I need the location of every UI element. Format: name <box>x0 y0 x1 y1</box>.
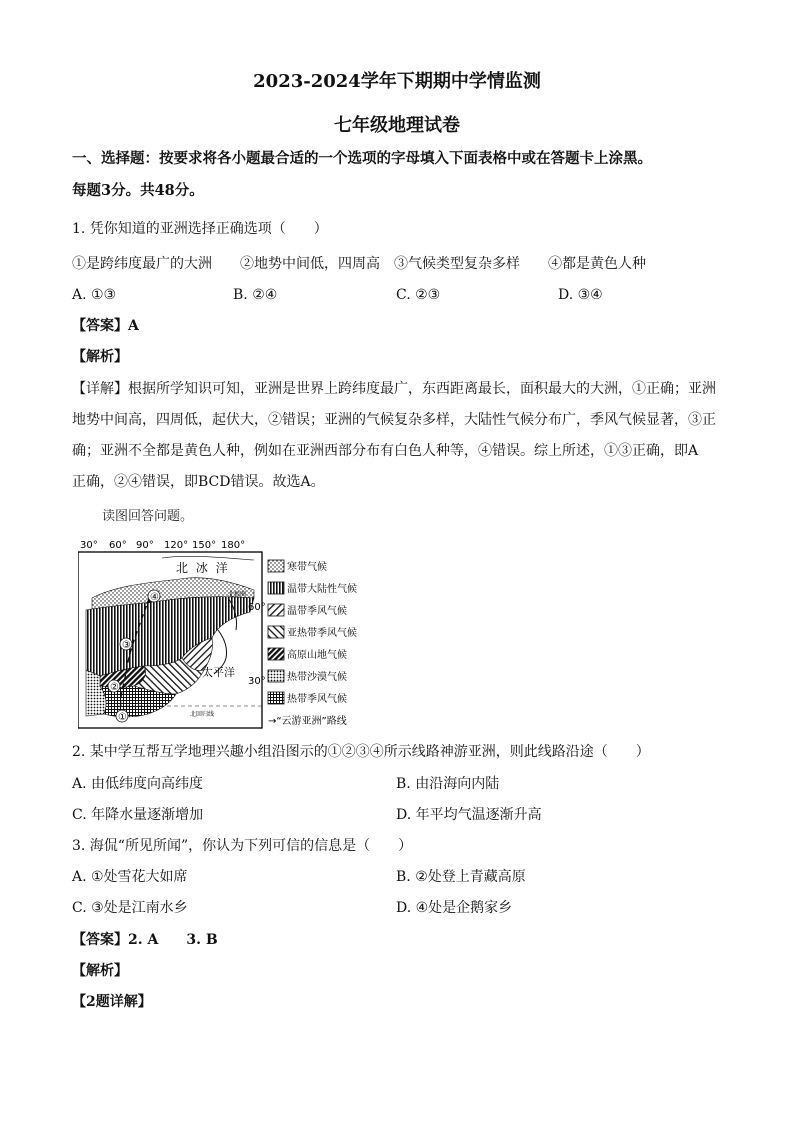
route-point-1 <box>116 710 128 723</box>
q1-answer: 【答案】A <box>72 318 139 334</box>
q2-option-a: A. 由低纬度向高纬度 <box>72 776 204 792</box>
route-point-2 <box>108 680 120 693</box>
read-map-instruction: 读图回答问题。 <box>102 509 194 524</box>
pacific-ocean-label: 太平洋 <box>202 666 235 679</box>
legend-item: 温带大陆性气候 <box>287 584 357 595</box>
q3-option-c: C. ③处是江南水乡 <box>72 900 188 916</box>
map-legend <box>268 560 357 727</box>
tropic-label: 北回归线 <box>190 711 215 718</box>
q1-option-a: A. ①③ <box>72 287 117 303</box>
section-heading-2: 每题3分。共48分。 <box>72 182 204 199</box>
legend-item: 寒带气候 <box>287 562 327 573</box>
lon-label: 90° <box>136 540 154 551</box>
legend-item: 高原山地气候 <box>287 650 347 661</box>
q1-stem: 1. 凭你知道的亚洲选择正确选项（ ） <box>72 221 328 237</box>
lat-label: 30° <box>248 676 266 687</box>
q2-option-b: B. 由沿海向内陆 <box>396 776 500 792</box>
q2-detail-heading: 【2题详解】 <box>72 994 152 1010</box>
arctic-ocean-label: 北 冰 洋 <box>176 561 230 575</box>
lon-label: 30° <box>80 540 98 551</box>
route-point-4 <box>148 590 160 603</box>
q3-option-b: B. ②处登上青藏高原 <box>396 869 526 885</box>
lon-label: 180° <box>221 540 246 551</box>
q2-option-c: C. 年降水量逐渐增加 <box>72 807 204 823</box>
q1-analysis: 【解析】 <box>72 349 128 365</box>
section-heading: 一、选择题：按要求将各小题最合适的一个选项的字母填入下面表格中或在答题卡上涂黑。 <box>72 150 652 167</box>
q3-option-a: A. ①处雪花大如席 <box>72 869 188 885</box>
q1-option-c: C. ②③ <box>396 287 441 303</box>
exam-subtitle: 七年级地理试卷 <box>334 115 460 136</box>
exam-title: 2023-2024学年下期期中学情监测 <box>253 71 541 92</box>
asia-climate-map <box>78 538 378 730</box>
arctic-circle-label: 北极圈 <box>228 591 247 598</box>
legend-item: 亚热带季风气候 <box>287 628 357 639</box>
svg-text:②: ② <box>110 682 119 693</box>
legend-item: 热带季风气候 <box>287 694 347 705</box>
q3-option-d: D. ④处是企鹅家乡 <box>396 900 513 916</box>
svg-text:③: ③ <box>122 640 131 651</box>
q2-stem: 2. 某中学互帮互学地理兴趣小组沿图示的①②③④所示线路神游亚洲，则此线路沿途（ ） <box>72 744 650 760</box>
q2-option-d: D. 年平均气温逐渐升高 <box>396 807 542 823</box>
svg-text:①: ① <box>118 712 127 723</box>
q23-answer: 【答案】2. A 3. B <box>72 932 218 948</box>
lon-label: 150° <box>192 540 217 551</box>
legend-item: 热带沙漠气候 <box>287 672 347 683</box>
q1-statements: ①是跨纬度最广的大洲 ②地势中间低，四周高 ③气候类型复杂多样 ④都是黄色人种 <box>72 256 646 272</box>
q1-option-d: D. ③④ <box>558 287 603 303</box>
lat-label: 60° <box>248 602 266 613</box>
legend-item: 温带季风气候 <box>287 606 347 617</box>
q1-detail-line: 【详解】根据所学知识可知，亚洲是世界上跨纬度最广，东西距离最长，面积最大的大洲，①正确；亚洲 <box>72 381 716 397</box>
q1-detail-line: 正确，②④错误，即BCD错误。故选A。 <box>72 474 325 490</box>
q3-stem: 3. 海侃“所见所闻”，你认为下列可信的信息是（ ） <box>72 838 413 854</box>
lon-label: 60° <box>109 540 127 551</box>
svg-text:④: ④ <box>150 592 159 603</box>
route-point-3 <box>120 638 132 651</box>
lon-label: 120° <box>164 540 189 551</box>
legend-route: →“云游亚洲”路线 <box>268 716 347 727</box>
q1-option-b: B. ②④ <box>233 287 278 303</box>
q1-detail-line: 地势中间高，四周低，起伏大，②错误；亚洲的气候复杂多样，大陆性气候分布广，季风气候显著，③正 <box>72 412 716 428</box>
q1-detail-line: 确；亚洲不全都是黄色人种，例如在亚洲西部分布有白色人种等，④错误。综上所述，①③正确，即A <box>72 443 699 459</box>
q23-analysis: 【解析】 <box>72 963 128 979</box>
